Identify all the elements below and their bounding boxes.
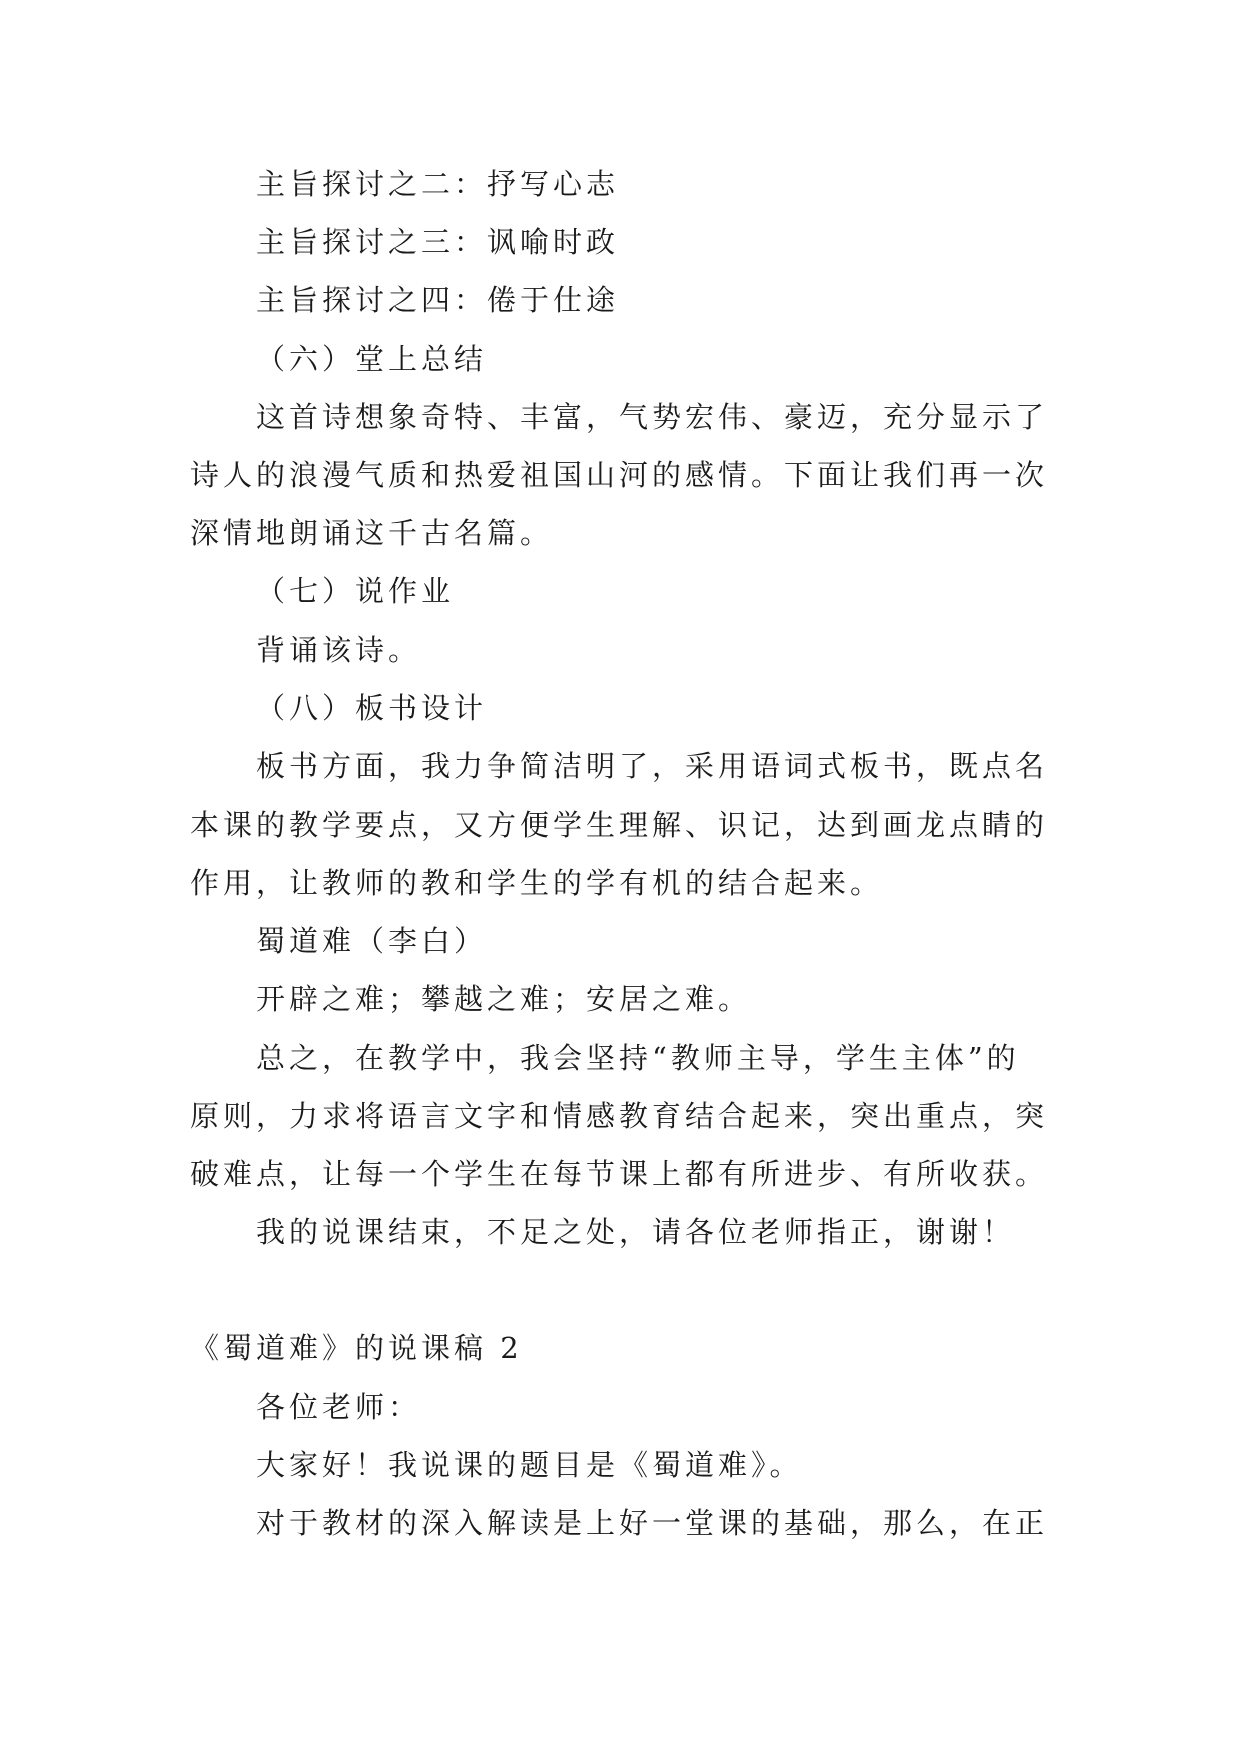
text-line: 我的说课结束，不足之处，请各位老师指正，谢谢！ xyxy=(256,1215,1016,1249)
text-line: 诗人的浪漫气质和热爱祖国山河的感情。下面让我们再一次 xyxy=(190,458,1049,492)
text-line: 蜀道难（李白） xyxy=(256,924,488,958)
section-heading: （八）板书设计 xyxy=(256,691,488,725)
text-line: 主旨探讨之三：讽喻时政 xyxy=(256,225,620,259)
text-line: 主旨探讨之四：倦于仕途 xyxy=(256,283,620,317)
text-line: 对于教材的深入解读是上好一堂课的基础，那么，在正 xyxy=(256,1506,1049,1540)
text-line: 总之，在教学中，我会坚持“教师主导，学生主体”的 xyxy=(256,1041,1020,1075)
text-line: 开辟之难；攀越之难；安居之难。 xyxy=(256,982,752,1016)
text-line: 背诵该诗。 xyxy=(256,633,422,667)
text-line: 这首诗想象奇特、丰富，气势宏伟、豪迈，充分显示了 xyxy=(256,400,1049,434)
text-line: 作用，让教师的教和学生的学有机的结合起来。 xyxy=(190,866,884,900)
text-line: 板书方面，我力争简洁明了，采用语词式板书，既点名 xyxy=(256,749,1049,783)
text-line: 原则，力求将语言文字和情感教育结合起来，突出重点，突 xyxy=(190,1099,1049,1133)
text-line: 本课的教学要点，又方便学生理解、识记，达到画龙点睛的 xyxy=(190,808,1049,842)
text-line: 深情地朗诵这千古名篇。 xyxy=(190,516,554,550)
text-line: 大家好！我说课的题目是《蜀道难》。 xyxy=(256,1448,803,1482)
text-line: 各位老师： xyxy=(256,1390,422,1424)
section-heading: （六）堂上总结 xyxy=(256,342,488,376)
text-line: 破难点，让每一个学生在每节课上都有所进步、有所收获。 xyxy=(190,1157,1049,1191)
document-title: 《蜀道难》的说课稿 2 xyxy=(190,1331,523,1365)
section-heading: （七）说作业 xyxy=(256,574,455,608)
text-line: 主旨探讨之二：抒写心志 xyxy=(256,167,620,201)
